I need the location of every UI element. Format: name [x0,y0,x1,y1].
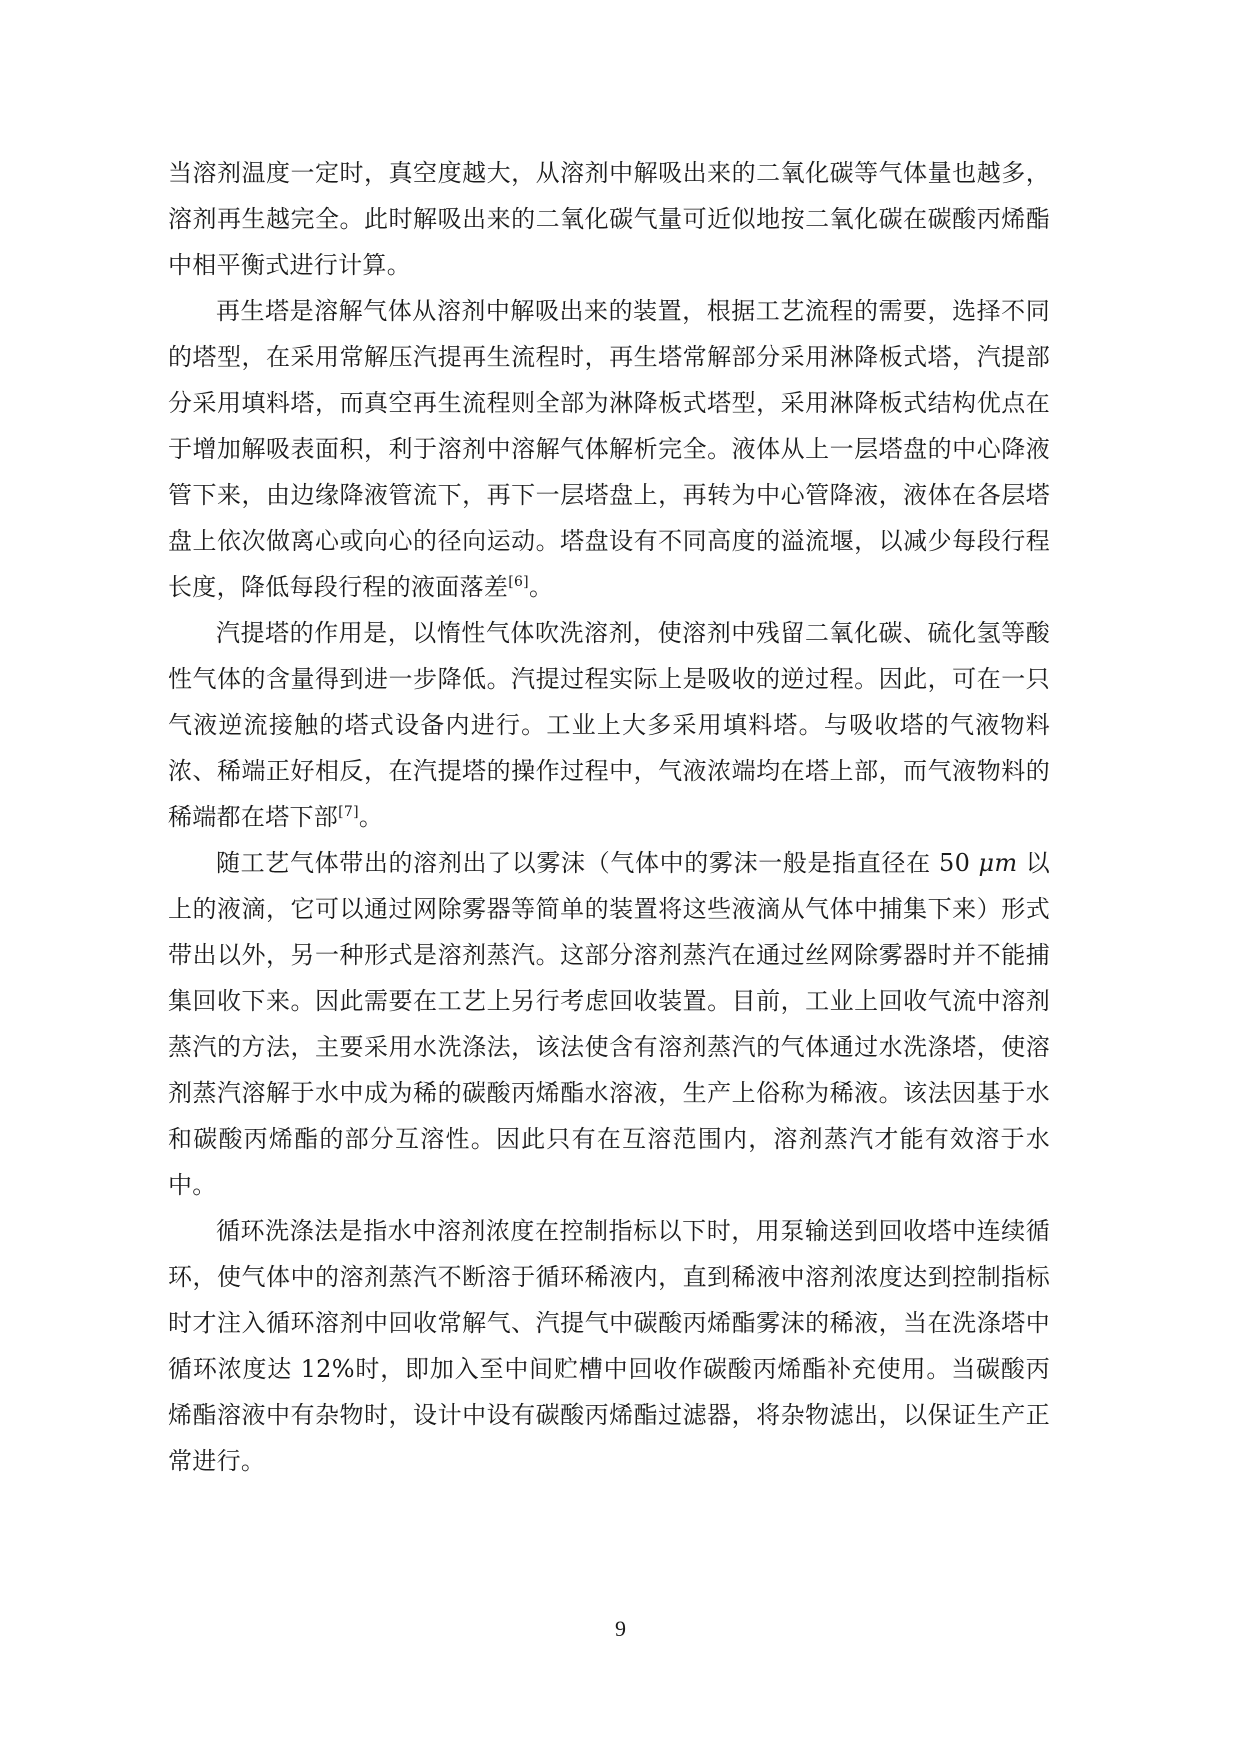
paragraph-text: 循环洗涤法是指水中溶剂浓度在控制指标以下时，用泵输送到回收塔中连续循环，使气体中的溶剂蒸汽不断溶于循环稀液内，直到稀液中溶剂浓度达到控制指标时才注入循环溶剂中回收常解气、汽提气中碳酸丙烯酯雾沫的稀液，当在洗涤塔中循环浓度达 12%时，即加入至中间贮槽中回收作碳酸丙烯酯补充使用。当碳酸丙烯酯溶液中有杂物时，设计中设有碳酸丙烯酯过滤器，将杂物滤出，以保证生产正常进行。 [168,1217,1050,1475]
citation-ref: [7] [338,804,359,820]
paragraph-circulation-washing [168,1208,1050,1484]
paragraph-tail: 。 [358,803,384,831]
citation-ref: [6] [508,574,529,590]
paragraph-text: 再生塔是溶解气体从溶剂中解吸出来的装置，根据工艺流程的需要，选择不同的塔型，在采用常解压汽提再生流程时，再生塔常解部分采用淋降板式塔，汽提部分采用填料塔，而真空再生流程则全部为淋降板式塔型，采用淋降板式结构优点在于增加解吸表面积，利于溶剂中溶解气体解析完全。液体从上一层塔盘的中心降液管下来，由边缘降液管流下，再下一层塔盘上，再转为中心管降液，液体在各层塔盘上依次做离心或向心的径向运动。塔盘设有不同高度的溢流堰，以减少每段行程长度，降低每段行程的液面落差 [168,297,1050,601]
unit-micrometer: μm [978,849,1018,877]
paragraph-text-continued: 以上的液滴，它可以通过网除雾器等简单的装置将这些液滴从气体中捕集下来）形式带出以外，另一种形式是溶剂蒸汽。这部分溶剂蒸汽在通过丝网除雾器时并不能捕集回收下来。因此需要在工艺上另行考虑回收装置。目前，工业上回收气流中溶剂蒸汽的方法，主要采用水洗涤法，该法使含有溶剂蒸汽的气体通过水洗涤塔，使溶剂蒸汽溶解于水中成为稀的碳酸丙烯酯水溶液，生产上俗称为稀液。该法因基于水和碳酸丙烯酯的部分互溶性。因此只有在互溶范围内，溶剂蒸汽才能有效溶于水中。 [168,849,1050,1199]
paragraph-tail: 。 [528,573,554,601]
paragraph-solvent-temperature [168,150,1050,288]
paragraph-text: 当溶剂温度一定时，真空度越大，从溶剂中解吸出来的二氧化碳等气体量也越多，溶剂再生越完全。此时解吸出来的二氧化碳气量可近似地按二氧化碳在碳酸丙烯酯中相平衡式进行计算。 [168,159,1050,279]
paragraph-text: 随工艺气体带出的溶剂出了以雾沫（气体中的雾沫一般是指直径在 50 [216,849,979,877]
paragraph-solvent-vapor [168,840,1050,1208]
page-number: 9 [615,1616,626,1641]
body-text [168,150,1050,1484]
paragraph-stripping-tower [168,610,1050,840]
paragraph-text: 汽提塔的作用是，以惰性气体吹洗溶剂，使溶剂中残留二氧化碳、硫化氢等酸性气体的含量得到进一步降低。汽提过程实际上是吸收的逆过程。因此，可在一只气液逆流接触的塔式设备内进行。工业上大多采用填料塔。与吸收塔的气液物料浓、稀端正好相反，在汽提塔的操作过程中，气液浓端均在塔上部，而气液物料的稀端都在塔下部 [168,619,1050,831]
paragraph-regeneration-tower [168,288,1050,610]
